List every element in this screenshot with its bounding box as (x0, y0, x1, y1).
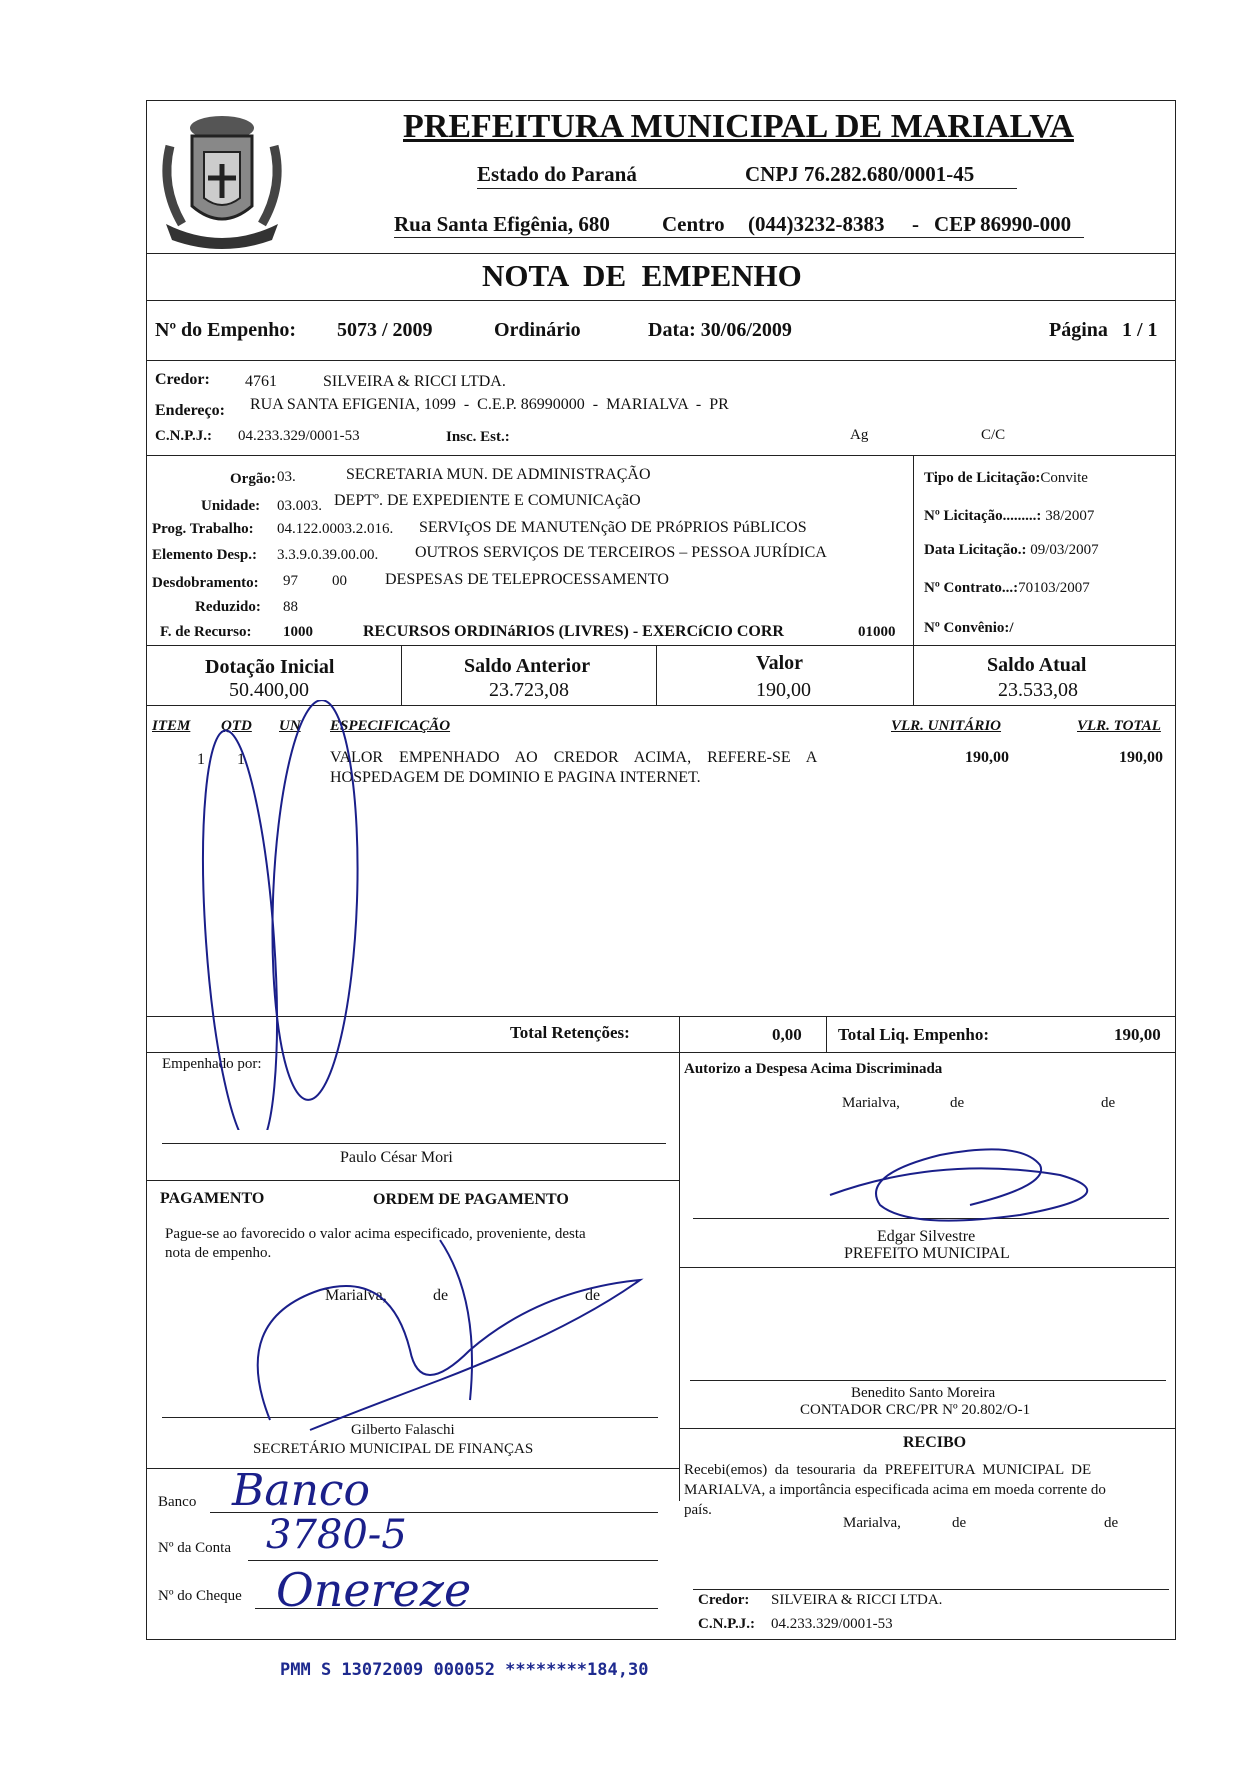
divider (401, 645, 402, 705)
liq-empenho-label: Total Liq. Empenho: (838, 1025, 989, 1044)
payment-stamp: PMM S 13072009 000052 ********184,30 (280, 1660, 649, 1680)
item-total: 190,00 (1119, 749, 1163, 766)
pagamento-city: Marialva, (325, 1287, 387, 1304)
prog-label: Prog. Trabalho: (152, 521, 254, 537)
banco-label: Banco (158, 1494, 197, 1510)
secretario-name: Gilberto Falaschi (351, 1422, 455, 1438)
header-separator: - (912, 212, 919, 236)
header-cnpj: CNPJ 76.282.680/0001-45 (745, 162, 975, 186)
document-title: NOTA DE EMPENHO (482, 258, 802, 293)
autorizo-label: Autorizo a Despesa Acima Discriminada (684, 1061, 943, 1077)
fonte-code2: 01000 (858, 624, 896, 640)
prog-name: SERVIçOS DE MANUTENçãO DE PRóPRIOS PúBLICOS (419, 519, 807, 536)
recibo-city: Marialva, (843, 1515, 901, 1531)
header-address: Rua Santa Efigênia, 680 (394, 212, 610, 236)
saldo-anterior-label: Saldo Anterior (464, 655, 591, 677)
credor-label: Credor: (155, 371, 210, 388)
orgao-name: SECRETARIA MUN. DE ADMINISTRAÇÃO (346, 466, 651, 483)
credor-name: SILVEIRA & RICCI LTDA. (323, 373, 506, 390)
desdobramento-sub: 00 (332, 573, 347, 589)
reduzido-label: Reduzido: (195, 599, 261, 615)
saldo-atual-value: 23.533,08 (998, 679, 1078, 701)
fonte-name: RECURSOS ORDINáRIOS (LIVRES) - EXERCíCIO CORR (363, 623, 784, 640)
cnpj-label: C.N.P.J.: (155, 428, 212, 444)
unidade-label: Unidade: (201, 498, 261, 514)
num-convenio: Nº Convênio:/ (924, 620, 1014, 636)
conta-line (248, 1560, 658, 1561)
divider (146, 300, 1176, 301)
tipo-licitacao: Tipo de Licitação:Convite (924, 470, 1088, 486)
item-number: 1 (197, 751, 205, 768)
divider (146, 645, 1176, 646)
recibo-label: RECIBO (903, 1434, 967, 1451)
divider (679, 1428, 1176, 1429)
divider (146, 455, 1176, 456)
recibo-text-1: Recebi(emos) da tesouraria da PREFEITURA MUNICIPAL DE (684, 1462, 1092, 1478)
pagamento-label: PAGAMENTO (160, 1190, 265, 1207)
credor-address: RUA SANTA EFIGENIA, 1099 - C.E.P. 86990000 - MARIALVA - PR (250, 396, 729, 413)
pagamento-de-2: de (585, 1287, 601, 1304)
page-label: Página (1049, 319, 1108, 341)
dotacao-label: Dotação Inicial (205, 656, 335, 678)
divider (913, 455, 914, 645)
cc-label: C/C (981, 427, 1006, 443)
recibo-de-1: de (952, 1515, 967, 1531)
credor-code: 4761 (245, 373, 277, 390)
page-number: 1 / 1 (1122, 319, 1158, 341)
divider (826, 1016, 827, 1052)
credor-cnpj: 04.233.329/0001-53 (238, 428, 360, 444)
ordem-pagamento-label: ORDEM DE PAGAMENTO (373, 1191, 569, 1208)
reduzido-value: 88 (283, 599, 298, 615)
contador-signature-line (690, 1380, 1166, 1381)
autorizo-de-1: de (950, 1095, 965, 1111)
col-qtd: QTD (221, 718, 252, 734)
conta-label: Nº da Conta (158, 1540, 231, 1556)
contador-name: Benedito Santo Moreira (851, 1385, 996, 1401)
orgao-label: Orgão: (230, 471, 276, 487)
pagamento-text-2: nota de empenho. (165, 1245, 272, 1261)
header-title: PREFEITURA MUNICIPAL DE MARIALVA (403, 108, 1074, 145)
banco-handwritten: Banco (232, 1465, 371, 1516)
cheque-label: Nº do Cheque (158, 1588, 242, 1604)
item-qtd: 1 (237, 751, 245, 768)
data-licitacao: Data Licitação.: 09/03/2007 (924, 542, 1099, 558)
recibo-credor-name: SILVEIRA & RICCI LTDA. (771, 1592, 943, 1608)
item-unit-price: 190,00 (965, 749, 1009, 766)
valor-value: 190,00 (756, 679, 811, 701)
item-spec-line1: VALOR EMPENHADO AO CREDOR ACIMA, REFERE-SE A (330, 749, 818, 766)
autorizo-de-2: de (1101, 1095, 1116, 1111)
elemento-label: Elemento Desp.: (152, 547, 257, 563)
divider (913, 645, 914, 705)
secretario-role: SECRETÁRIO MUNICIPAL DE FINANÇAS (253, 1441, 534, 1457)
recibo-text-2: MARIALVA, a importância especificada acima em moeda corrente do (684, 1482, 1106, 1498)
col-un: UN (279, 718, 301, 734)
prog-code: 04.122.0003.2.016. (277, 521, 394, 537)
empenhado-signature-line (162, 1143, 666, 1144)
desdobramento-name: DESPESAS DE TELEPROCESSAMENTO (385, 571, 669, 588)
item-spec-line2: HOSPEDAGEM DE DOMINIO E PAGINA INTERNET. (330, 769, 701, 786)
autorizo-city: Marialva, (842, 1095, 900, 1111)
coat-of-arms-logo (152, 106, 292, 252)
header-district: Centro (662, 212, 725, 236)
recibo-signature-line (693, 1589, 1169, 1590)
orgao-code: 03. (277, 469, 296, 485)
conta-handwritten: 3780-5 (266, 1512, 407, 1558)
empenhado-label: Empenhado por: (162, 1056, 262, 1072)
ag-label: Ag (850, 427, 869, 443)
unidade-code: 03.003. (277, 498, 322, 514)
unidade-name: DEPTº. DE EXPEDIENTE E COMUNICAçãO (334, 492, 641, 509)
empenho-label: Nº do Empenho: (155, 319, 297, 341)
pagamento-text-1: Pague-se ao favorecido o valor acima especificado, proveniente, desta (165, 1226, 586, 1242)
header-state: Estado do Paraná (477, 162, 637, 186)
divider (146, 1180, 679, 1181)
empenhado-name: Paulo César Mori (340, 1149, 453, 1166)
divider (679, 1267, 1176, 1268)
divider (146, 360, 1176, 361)
dotacao-value: 50.400,00 (229, 679, 309, 701)
divider (146, 1468, 679, 1469)
recibo-text-3: país. (684, 1502, 712, 1518)
elemento-code: 3.3.9.0.39.00.00. (277, 547, 379, 563)
prefeito-role: PREFEITO MUNICIPAL (844, 1245, 1010, 1262)
header-cep: CEP 86990-000 (934, 212, 1072, 236)
saldo-anterior-value: 23.723,08 (489, 679, 569, 701)
num-contrato: Nº Contrato...:70103/2007 (924, 580, 1090, 596)
pagamento-de-1: de (433, 1287, 449, 1304)
state-underline (477, 188, 1017, 189)
signature-scribble-prefeito (820, 1135, 1140, 1235)
empenho-type: Ordinário (494, 319, 581, 341)
empenho-number: 5073 / 2009 (337, 319, 433, 341)
header-phone: (044)3232-8383 (748, 212, 885, 236)
insc-label: Insc. Est.: (446, 429, 510, 445)
recibo-credor-label: Credor: (698, 1592, 750, 1608)
signature-scribble-secretario (240, 1200, 660, 1440)
desdobramento-code: 97 (283, 573, 298, 589)
retencoes-value: 0,00 (772, 1025, 802, 1044)
desdobramento-label: Desdobramento: (152, 575, 259, 591)
recibo-cnpj-label: C.N.P.J.: (698, 1616, 755, 1632)
retencoes-label: Total Retenções: (510, 1023, 630, 1042)
saldo-atual-label: Saldo Atual (987, 654, 1087, 676)
valor-label: Valor (756, 652, 804, 674)
fonte-label: F. de Recurso: (160, 624, 252, 640)
col-vlr-total: VLR. TOTAL (1077, 718, 1161, 734)
contador-role: CONTADOR CRC/PR Nº 20.802/O-1 (800, 1402, 1031, 1418)
divider (146, 253, 1176, 254)
fonte-code: 1000 (283, 624, 313, 640)
col-especificacao: ESPECIFICAÇÃO (330, 718, 451, 734)
recibo-cnpj-value: 04.233.329/0001-53 (771, 1616, 893, 1632)
num-licitacao: Nº Licitação.........: 38/2007 (924, 508, 1095, 524)
col-vlr-unitario: VLR. UNITÁRIO (891, 718, 1002, 734)
col-item: ITEM (152, 718, 191, 734)
elemento-name: OUTROS SERVIÇOS DE TERCEIROS – PESSOA JURÍDICA (415, 544, 827, 561)
empenho-date: Data: 30/06/2009 (648, 319, 792, 341)
address-label: Endereço: (155, 402, 225, 419)
divider (656, 645, 657, 705)
address-underline (394, 237, 1084, 238)
signature-scribble-empenhado (180, 700, 400, 1130)
cheque-handwritten: Onereze (276, 1563, 472, 1617)
recibo-de-2: de (1104, 1515, 1119, 1531)
liq-empenho-value: 190,00 (1114, 1025, 1161, 1044)
prefeito-name: Edgar Silvestre (877, 1228, 976, 1245)
